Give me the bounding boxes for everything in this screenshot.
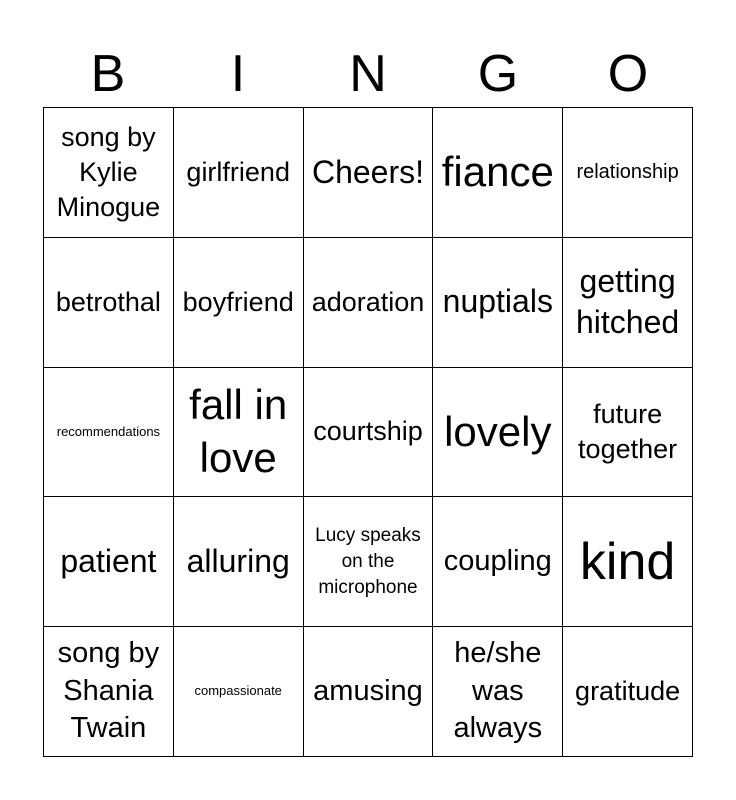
bingo-cell-text: courtship <box>313 416 423 447</box>
bingo-cell-text: coupling <box>443 544 552 577</box>
bingo-cell-text: lovely <box>444 407 552 455</box>
bingo-cell-r5-c1[interactable] <box>44 627 174 757</box>
bingo-cell-r4-c1[interactable] <box>44 497 174 627</box>
bingo-cell-text: Lucy speaks on the microphone <box>315 525 421 598</box>
bingo-cell-r3-c3[interactable] <box>304 368 434 498</box>
bingo-cell-r4-c5[interactable] <box>563 497 693 627</box>
bingo-cell-text: nuptials <box>442 283 553 320</box>
bingo-cell-text: boyfriend <box>182 286 294 317</box>
bingo-cell-r3-c5[interactable] <box>563 368 693 498</box>
bingo-cell-r1-c4[interactable] <box>433 108 563 238</box>
header-letter-o: O <box>607 45 649 103</box>
bingo-cell-text: Cheers! <box>311 153 425 190</box>
header-letter-i: I <box>230 45 246 103</box>
header-letter-b: B <box>90 45 126 103</box>
bingo-cell-text: fiance <box>441 148 554 196</box>
bingo-cell-r5-c5[interactable] <box>563 627 693 757</box>
bingo-cell-r5-c3[interactable] <box>304 627 434 757</box>
bingo-cell-r4-c4[interactable] <box>433 497 563 627</box>
bingo-cell-r2-c1[interactable] <box>44 238 174 368</box>
bingo-cell-r1-c3[interactable] <box>304 108 434 238</box>
bingo-cell-text: fall in love <box>189 381 288 481</box>
bingo-cell-text: song by Shania Twain <box>57 637 160 745</box>
bingo-cell-r2-c2[interactable] <box>174 238 304 368</box>
bingo-cell-r3-c2[interactable] <box>174 368 304 498</box>
bingo-cell-text: recommendations <box>56 423 161 439</box>
header-letter-g: G <box>477 45 519 103</box>
bingo-cell-r4-c3[interactable] <box>304 497 434 627</box>
bingo-cell-text: gratitude <box>575 676 681 707</box>
bingo-header <box>43 40 693 108</box>
bingo-cell-text: adoration <box>311 286 425 317</box>
bingo-cell-text: he/she was always <box>453 637 543 745</box>
bingo-cell-text: song by Kylie Minogue <box>56 121 161 222</box>
header-letter-n: N <box>349 45 387 103</box>
bingo-cell-r2-c3[interactable] <box>304 238 434 368</box>
bingo-cell-text: betrothal <box>55 286 161 317</box>
bingo-cell-r4-c2[interactable] <box>174 497 304 627</box>
bingo-cell-text: future together <box>578 398 678 464</box>
bingo-cell-r2-c5[interactable] <box>563 238 693 368</box>
bingo-cell-r1-c2[interactable] <box>174 108 304 238</box>
bingo-cell-r2-c4[interactable] <box>433 238 563 368</box>
bingo-cell-text: amusing <box>313 674 423 707</box>
bingo-cell-text: alluring <box>186 542 290 579</box>
bingo-cell-r5-c4[interactable] <box>433 627 563 757</box>
bingo-card-grid <box>43 107 693 757</box>
bingo-cell-r1-c5[interactable] <box>563 108 693 238</box>
bingo-cell-text: girlfriend <box>186 156 290 187</box>
bingo-cell-text: compassionate <box>194 683 282 699</box>
bingo-cell-text: patient <box>60 542 157 579</box>
bingo-cell-text: getting hitched <box>576 262 680 341</box>
bingo-cell-r3-c1[interactable] <box>44 368 174 498</box>
bingo-cell-text: relationship <box>576 161 679 184</box>
bingo-cell-r3-c4[interactable] <box>433 368 563 498</box>
bingo-cell-r1-c1[interactable] <box>44 108 174 238</box>
bingo-cell-text: kind <box>579 532 676 591</box>
bingo-cell-r5-c2[interactable] <box>174 627 304 757</box>
